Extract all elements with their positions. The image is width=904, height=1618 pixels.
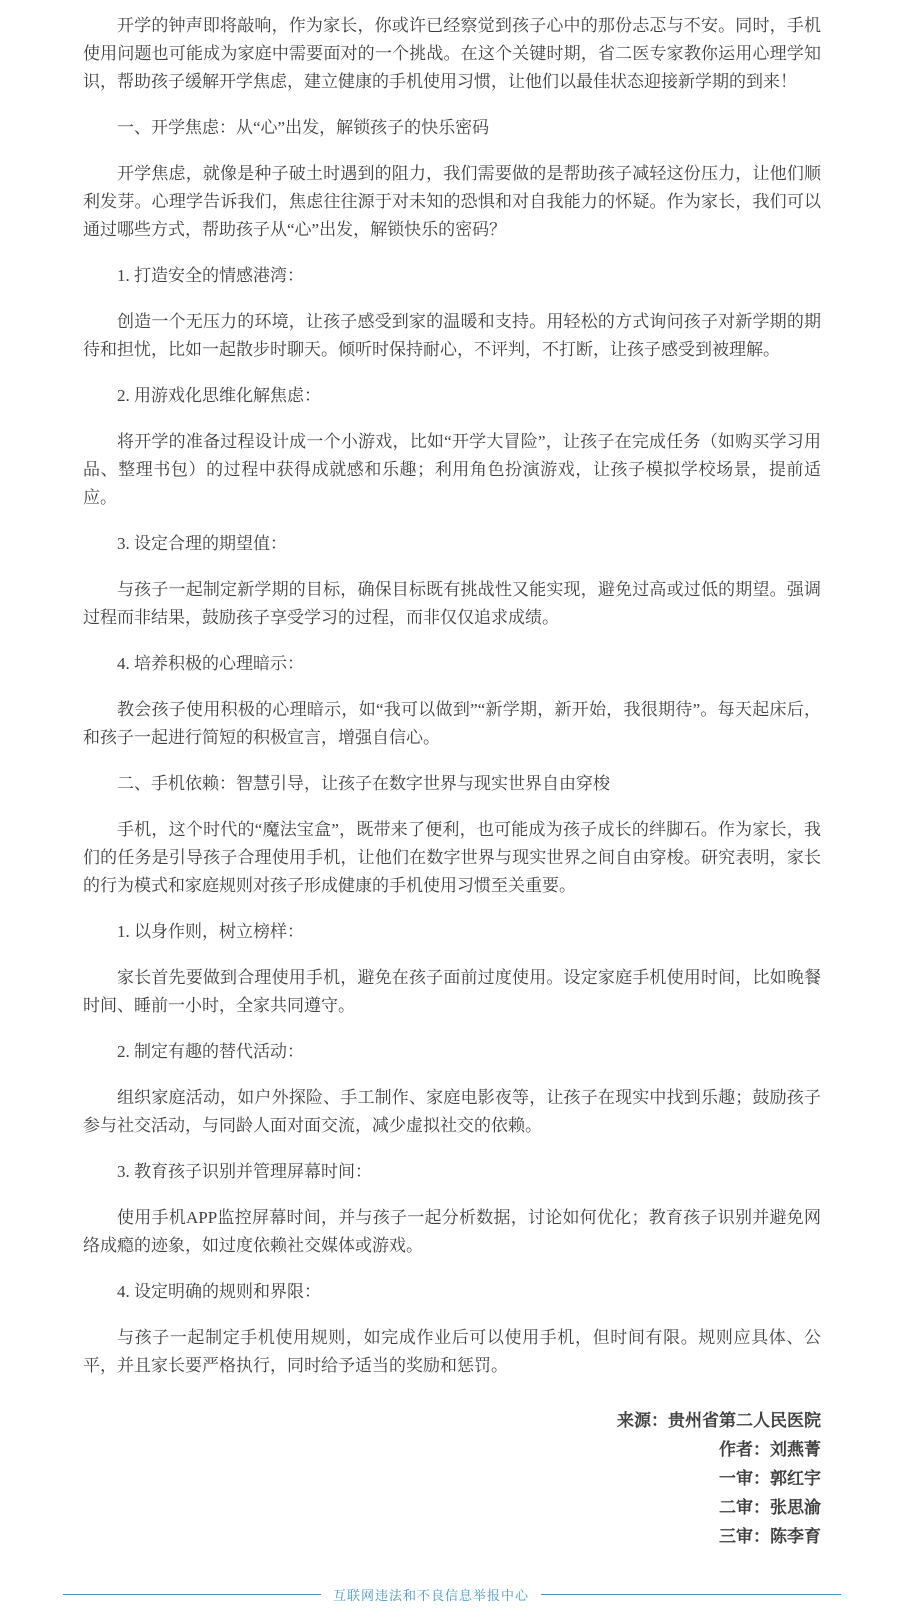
section-heading: 2. 制定有趣的替代活动： — [117, 1042, 304, 1061]
article-paragraph: 将开学的准备过程设计成一个小游戏，比如“开学大冒险”，让孩子在完成任务（如购买学习用品、整理书包）的过程中获得成就感和乐趣；利用角色扮演游戏，让孩子模拟学校场景，提前适应。 — [83, 432, 821, 507]
report-center-link[interactable]: 互联网违法和不良信息举报中心 — [333, 1588, 530, 1603]
article-credits — [83, 1406, 821, 1551]
credit-line: 来源：贵州省第二人民医院 — [617, 1411, 821, 1430]
article-paragraph: 使用手机APP监控屏幕时间，并与孩子一起分析数据，讨论如何优化；教育孩子识别并避免网络成瘾的迹象，如过度依赖社交媒体或游戏。 — [83, 1208, 821, 1255]
article-paragraph: 手机，这个时代的“魔法宝盒”，既带来了便利，也可能成为孩子成长的绊脚石。作为家长，我们的任务是引导孩子合理使用手机，让他们在数字世界与现实世界之间自由穿梭。研究表明，家长的行为模式和家庭规则对孩子形成健康的手机使用习惯至关重要。 — [83, 820, 821, 895]
section-heading: 二、手机依赖：智慧引导，让孩子在数字世界与现实世界自由穿梭 — [117, 774, 610, 793]
section-heading: 3. 教育孩子识别并管理屏幕时间： — [117, 1162, 372, 1181]
credit-line: 三审：陈李育 — [719, 1527, 821, 1546]
divider-line-left — [63, 1594, 321, 1595]
section-heading: 3. 设定合理的期望值： — [117, 534, 287, 553]
article-paragraph: 教会孩子使用积极的心理暗示，如“我可以做到”“新学期，新开始，我很期待”。每天起床后，和孩子一起进行简短的积极宣言，增强自信心。 — [83, 700, 821, 747]
article-paragraph: 与孩子一起制定手机使用规则，如完成作业后可以使用手机，但时间有限。规则应具体、公平，并且家长要严格执行，同时给予适当的奖励和惩罚。 — [83, 1328, 821, 1375]
article-paragraph: 与孩子一起制定新学期的目标，确保目标既有挑战性又能实现，避免过高或过低的期望。强调过程而非结果，鼓励孩子享受学习的过程，而非仅仅追求成绩。 — [83, 580, 821, 627]
section-heading: 1. 打造安全的情感港湾： — [117, 266, 304, 285]
section-heading: 4. 培养积极的心理暗示： — [117, 654, 304, 673]
divider-line-right — [541, 1594, 841, 1595]
credit-line: 二审：张思渝 — [719, 1498, 821, 1517]
footer-report-divider — [63, 1585, 841, 1604]
article-paragraph: 组织家庭活动，如户外探险、手工制作、家庭电影夜等，让孩子在现实中找到乐趣；鼓励孩子参与社交活动，与同龄人面对面交流，减少虚拟社交的依赖。 — [83, 1088, 821, 1135]
section-heading: 2. 用游戏化思维化解焦虑： — [117, 386, 321, 405]
section-heading: 4. 设定明确的规则和界限： — [117, 1282, 321, 1301]
section-heading: 一、开学焦虑：从“心”出发，解锁孩子的快乐密码 — [117, 118, 490, 137]
article-paragraph: 创造一个无压力的环境，让孩子感受到家的温暖和支持。用轻松的方式询问孩子对新学期的期待和担忧，比如一起散步时聊天。倾听时保持耐心，不评判，不打断，让孩子感受到被理解。 — [83, 312, 821, 359]
credit-line: 作者：刘燕菁 — [719, 1440, 821, 1459]
article-body — [83, 0, 821, 1380]
credit-line: 一审：郭红宇 — [719, 1469, 821, 1488]
article-paragraph: 家长首先要做到合理使用手机，避免在孩子面前过度使用。设定家庭手机使用时间，比如晚餐时间、睡前一小时，全家共同遵守。 — [83, 968, 821, 1015]
article-paragraph: 开学焦虑，就像是种子破土时遇到的阻力，我们需要做的是帮助孩子减轻这份压力，让他们顺利发芽。心理学告诉我们，焦虑往往源于对未知的恐惧和对自我能力的怀疑。作为家长，我们可以通过哪些方式，帮助孩子从“心”出发，解锁快乐的密码？ — [83, 164, 821, 239]
section-heading: 1. 以身作则，树立榜样： — [117, 922, 304, 941]
article-paragraph: 开学的钟声即将敲响，作为家长，你或许已经察觉到孩子心中的那份忐忑与不安。同时，手机使用问题也可能成为家庭中需要面对的一个挑战。在这个关键时期，省二医专家教你运用心理学知识，帮助孩子缓解开学焦虑，建立健康的手机使用习惯，让他们以最佳状态迎接新学期的到来！ — [83, 16, 821, 91]
